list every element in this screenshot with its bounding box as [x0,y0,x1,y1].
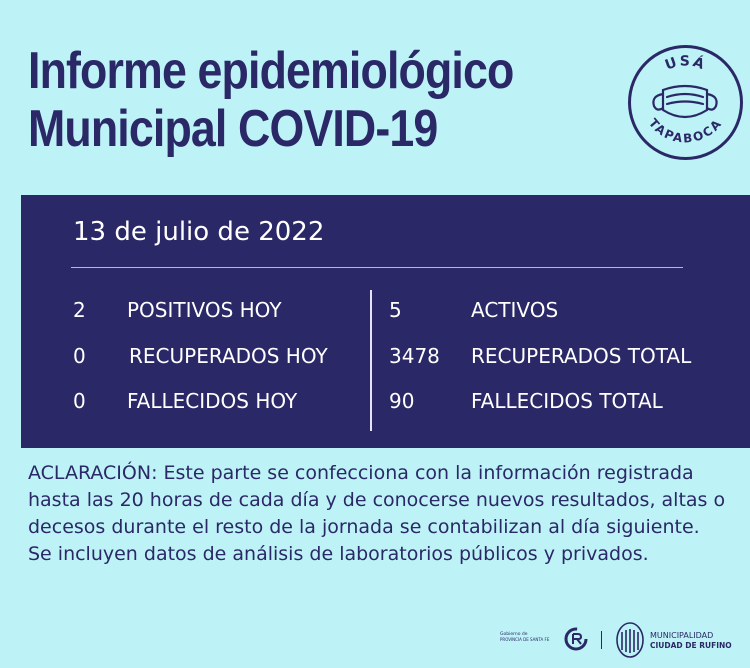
recuperados-total-value: 3478 [389,344,440,368]
activos-value: 5 [389,298,402,322]
stats-panel [21,195,750,448]
footer-separator [601,631,602,649]
page-title [28,42,513,158]
recuperados-hoy-value: 0 [73,344,86,368]
face-mask-icon [653,86,716,117]
rufino-logo-line1: MUNICIPALIDAD [650,631,714,640]
activos-label: ACTIVOS [471,298,559,322]
positivos-hoy-value: 2 [73,298,86,322]
column-separator [370,290,372,431]
use-mask-badge [627,44,744,161]
fallecidos-total-value: 90 [389,389,415,413]
fallecidos-total-label: FALLECIDOS TOTAL [471,389,663,413]
title-line-2: Municipal COVID-19 [28,100,438,158]
svg-text:TAPABOCA [646,116,725,146]
santa-fe-emblem-icon [566,629,586,649]
rufino-municipality-logo [614,620,740,660]
rufino-shield-icon [617,623,643,657]
recuperados-hoy-label: RECUPERADOS HOY [129,344,328,368]
fallecidos-hoy-label: FALLECIDOS HOY [127,389,298,413]
positivos-hoy-label: POSITIVOS HOY [127,298,282,322]
clarification-note: ACLARACIÓN: Este parte se confecciona con la información registrada hasta las 20 horas de cada día y de conocerse nuevos resultados, altas o decesos durante el resto de la jornada se contabilizan al día siguiente. Se incluyen datos de análisis de laboratorios públicos y privados. [28,462,726,565]
santa-fe-logo-line1: Gobierno de [500,632,528,637]
fallecidos-hoy-value: 0 [73,389,86,413]
divider [71,267,683,268]
rufino-logo-line2: CIUDAD DE RUFINO [650,641,732,650]
badge-bottom-text: TAPABOCA [645,115,726,146]
santa-fe-logo-line2: PROVINCIA DE SANTA FE [500,637,550,642]
report-date: 13 de julio de 2022 [73,217,325,247]
santa-fe-government-logo [500,622,592,656]
recuperados-total-label: RECUPERADOS TOTAL [471,344,692,368]
badge-top-text: USÁ [662,53,709,74]
title-line-1: Informe epidemiológico [28,42,514,100]
svg-text:USÁ [663,53,708,73]
